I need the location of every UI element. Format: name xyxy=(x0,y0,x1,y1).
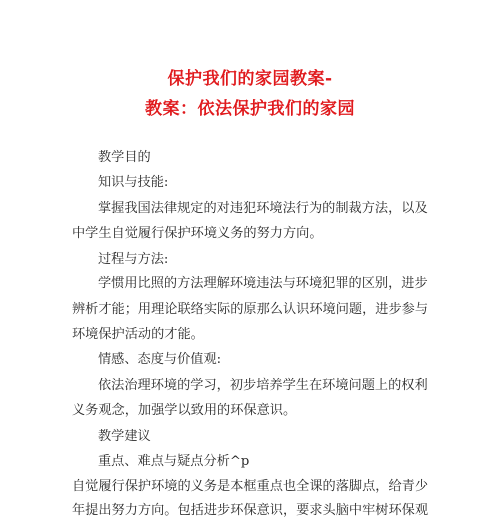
paragraph-line: 环境保护活动的才能。 xyxy=(72,327,204,342)
subheading-key-points: 重点、难点与疑点分析^p xyxy=(98,454,250,469)
paragraph-line: 辨析才能；用理论联络实际的原那么认识环境问题，进步参与 xyxy=(72,302,429,317)
paragraph-line: 学惯用比照的方法理解环境违法与环境犯罪的区别，进步 xyxy=(98,276,428,291)
subheading-emotions-values: 情感、态度与价值观: xyxy=(98,352,222,367)
section-heading-teaching-goals: 教学目的 xyxy=(98,150,151,165)
paragraph-line: 年提出努力方向。包括进步环保意识，要求头脑中牢树环保观 xyxy=(72,503,429,518)
paragraph-line: 自觉履行保护环境的义务是本框重点也全课的落脚点，给青少 xyxy=(72,479,429,494)
document-title: 保护我们的家园教案- xyxy=(167,69,333,89)
paragraph-line: 掌握我国法律规定的对违犯环境法行为的制裁方法，以及 xyxy=(98,201,428,216)
subheading-knowledge-skills: 知识与技能: xyxy=(98,175,169,190)
paragraph-line: 义务观念，加强学以致用的环保意识。 xyxy=(72,403,297,418)
paragraph-line: 依法治理环境的学习，初步培养学生在环境问题上的权利 xyxy=(98,378,428,393)
section-heading-teaching-suggestions: 教学建议 xyxy=(98,429,151,444)
paragraph-line: 中学生自觉履行保护环境义务的努力方向。 xyxy=(72,226,323,241)
document-subtitle: 教案：依法保护我们的家园 xyxy=(145,99,355,119)
subheading-process-methods: 过程与方法: xyxy=(98,252,169,267)
